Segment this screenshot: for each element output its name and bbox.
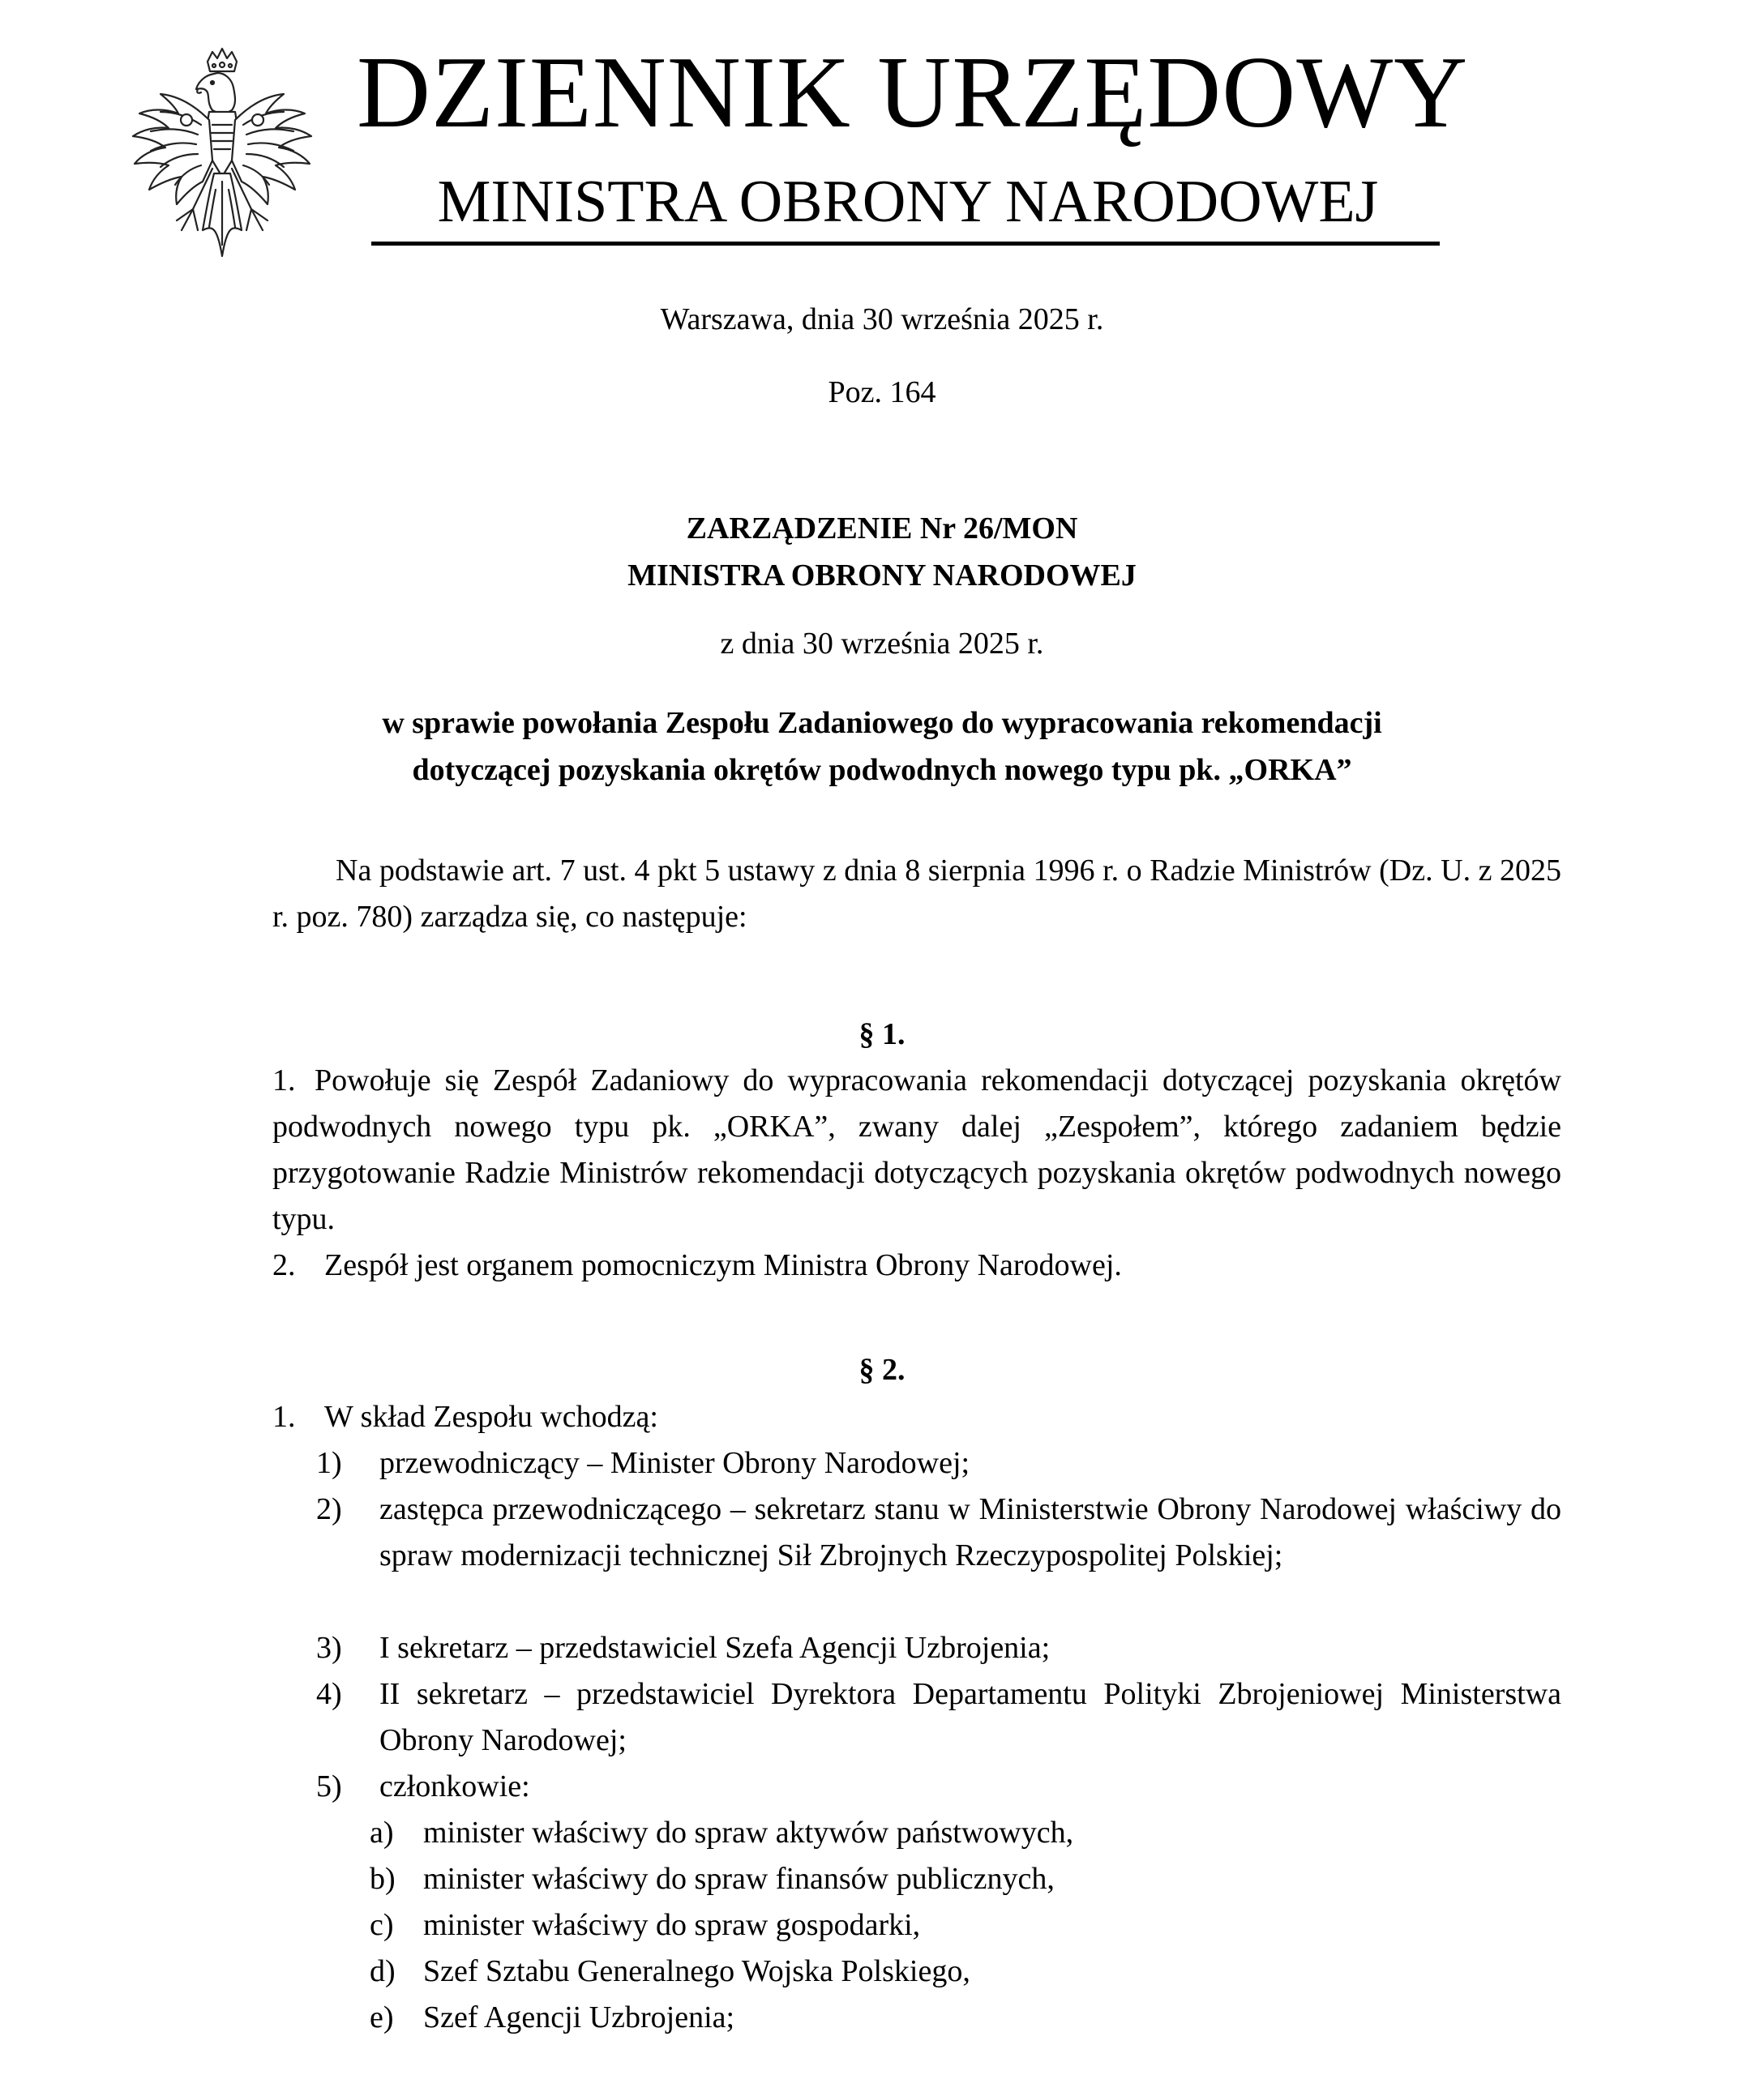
point-text: zastępca przewodniczącego – sekretarz stanu w Ministerstwie Obrony Narodowej właściwy do spraw modernizacji technicznej Sił Zbrojnych Rzeczypospolitej Polskiej;	[379, 1492, 1561, 1572]
point-2	[316, 1487, 1561, 1579]
point-number: 3)	[316, 1631, 342, 1665]
act-issuer: MINISTRA OBRONY NARODOWEJ	[627, 558, 1137, 593]
letter-e	[370, 1995, 1561, 2041]
preamble: Na podstawie art. 7 ust. 4 pkt 5 ustawy z dnia 8 sierpnia 1996 r. o Radzie Ministrów (Dz. U. z 2025 r. poz. 780) zarządza się, co następuje:	[272, 854, 1561, 934]
position-number: Poz. 164	[828, 375, 936, 409]
letter-label: d)	[370, 1954, 396, 1988]
act-title: ZARZĄDZENIE Nr 26/MON	[686, 511, 1078, 545]
point-number: 5)	[316, 1769, 342, 1803]
letter-label: e)	[370, 2000, 394, 2034]
item-number: 1.	[272, 1400, 296, 1434]
point-4	[316, 1671, 1561, 1764]
polish-eagle-emblem-icon	[128, 47, 316, 259]
point-text: przewodniczący – Minister Obrony Narodowej;	[379, 1446, 970, 1480]
letter-text: minister właściwy do spraw gospodarki,	[423, 1908, 921, 1942]
item-text-2: Zespół jest organem pomocniczym Ministra Obrony Narodowej.	[324, 1248, 1122, 1282]
letter-a	[370, 1810, 1561, 1856]
section-1-item-1-paragraph	[272, 1058, 1561, 1243]
letter-b	[370, 1856, 1561, 1902]
masthead-divider	[371, 242, 1440, 246]
letter-c	[370, 1902, 1561, 1949]
letter-d	[370, 1949, 1561, 1995]
letter-text: minister właściwy do spraw finansów publicznych,	[423, 1862, 1055, 1896]
act-subject-line-2: dotyczącej pozyskania okrętów podwodnych nowego typu pk. „ORKA”	[412, 753, 1352, 787]
point-text: członkowie:	[379, 1769, 530, 1803]
section-1-heading: § 1.	[858, 1017, 906, 1051]
point-text: II sekretarz – przedstawiciel Dyrektora Departamentu Polityki Zbrojeniowej Ministerstwa Obrony Narodowej;	[379, 1677, 1561, 1757]
item-text-1: Powołuje się Zespół Zadaniowy do wypracowania rekomendacji dotyczącej pozyskania okrętów podwodnych nowego typu pk. „ORKA”, zwany dalej „Zespołem”, którego zadaniem będzie przygotowanie Radzie Ministrów rekomendacji dotyczących pozyskania okrętów podwodnych nowego typu.	[272, 1063, 1561, 1236]
point-number: 2)	[316, 1492, 342, 1526]
item-text: W skład Zespołu wchodzą:	[324, 1400, 658, 1434]
letter-label: b)	[370, 1862, 396, 1896]
letter-text: Szef Sztabu Generalnego Wojska Polskiego,	[423, 1954, 970, 1988]
point-5	[316, 1764, 1561, 1810]
masthead-subtitle: MINISTRA OBRONY NARODOWEJ	[437, 169, 1379, 235]
letter-text: Szef Agencji Uzbrojenia;	[423, 2000, 735, 2034]
point-3	[316, 1625, 1561, 1671]
act-date: z dnia 30 września 2025 r.	[720, 627, 1044, 661]
section-2-heading: § 2.	[858, 1353, 906, 1387]
item-number-1: 1.	[272, 1063, 296, 1097]
letter-text: minister właściwy do spraw aktywów państwowych,	[423, 1816, 1074, 1850]
section-1-item-2	[272, 1243, 1561, 1289]
point-text: I sekretarz – przedstawiciel Szefa Agencji Uzbrojenia;	[379, 1631, 1051, 1665]
point-1	[316, 1440, 1561, 1487]
letter-label: c)	[370, 1908, 394, 1942]
section-2-item-1	[272, 1394, 1561, 1440]
point-number: 1)	[316, 1446, 342, 1480]
item-number-2: 2.	[272, 1248, 296, 1282]
point-number: 4)	[316, 1677, 342, 1711]
letter-label: a)	[370, 1816, 394, 1850]
masthead-title: DZIENNIK URZĘDOWY	[357, 36, 1469, 149]
place-date: Warszawa, dnia 30 września 2025 r.	[660, 302, 1104, 336]
act-subject-line-1: w sprawie powołania Zespołu Zadaniowego do wypracowania rekomendacji	[382, 706, 1382, 740]
